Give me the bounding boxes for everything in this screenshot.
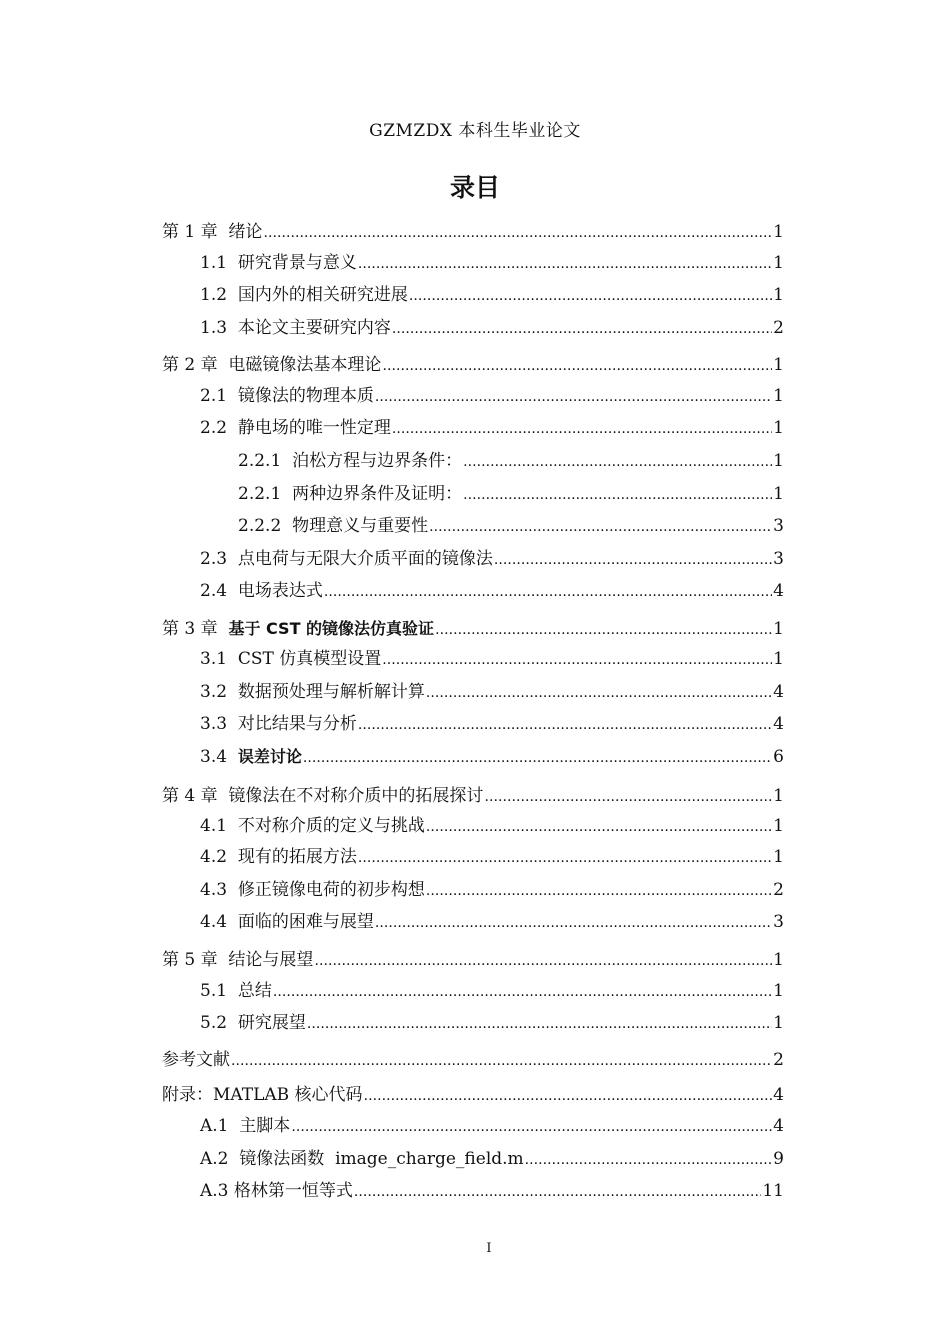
toc-entry[interactable] <box>162 221 784 244</box>
toc-entry-label: 2.4 电场表达式 <box>200 581 323 601</box>
toc-entry-label: 1.3 本论文主要研究内容 <box>200 318 391 338</box>
leader-dots <box>291 1115 772 1138</box>
toc-entry-page: 3 <box>773 516 784 536</box>
toc-entry[interactable] <box>200 746 784 769</box>
toc-entry-page: 3 <box>773 549 784 569</box>
toc-entry-page: 4 <box>773 714 784 734</box>
toc-entry-label: 3.3 对比结果与分析 <box>200 714 357 734</box>
toc-entry-page: 1 <box>773 786 784 806</box>
toc-entry[interactable] <box>238 515 784 538</box>
toc-entry-page: 4 <box>773 682 784 702</box>
toc-entry-label: 2.3 点电荷与无限大介质平面的镜像法 <box>200 549 493 569</box>
toc-entry[interactable] <box>200 1012 784 1035</box>
leader-dots <box>429 515 772 538</box>
toc-entry-label: 2.2.2 物理意义与重要性 <box>238 516 429 536</box>
toc-entry[interactable] <box>200 879 784 902</box>
leader-dots <box>382 354 772 377</box>
toc-entry[interactable] <box>200 317 784 340</box>
toc-entry[interactable] <box>162 1049 784 1072</box>
toc-entry-page: 1 <box>773 847 784 867</box>
toc-entry-page: 4 <box>773 581 784 601</box>
toc-entry-bold-title: 基于 CST 的镜像法仿真验证 <box>228 619 435 638</box>
toc-entry[interactable] <box>200 648 784 671</box>
toc-entry[interactable] <box>200 417 784 440</box>
toc-entry[interactable] <box>200 980 784 1003</box>
leader-dots <box>426 681 772 704</box>
leader-dots <box>494 548 772 571</box>
toc-entry[interactable] <box>200 681 784 704</box>
leader-dots <box>435 618 772 641</box>
toc-entry[interactable] <box>200 548 784 571</box>
toc-title: 录目 <box>449 173 500 202</box>
leader-dots <box>375 385 772 408</box>
toc-entry[interactable] <box>200 1180 784 1203</box>
toc-entry-label: 参考文献 <box>162 1050 230 1070</box>
toc-entry-label: 5.2 研究展望 <box>200 1013 306 1033</box>
leader-dots <box>307 1012 772 1035</box>
leader-dots <box>358 252 772 275</box>
toc-entry-page: 9 <box>773 1149 784 1169</box>
leader-dots <box>314 949 772 972</box>
toc-entry-label: 4.2 现有的拓展方法 <box>200 847 357 867</box>
toc-entry-label: 第 1 章 绪论 <box>162 222 263 242</box>
toc-entry[interactable] <box>162 618 784 641</box>
toc-entry[interactable] <box>238 450 784 473</box>
toc-entry-label: 附录：MATLAB 核心代码 <box>162 1085 363 1105</box>
toc-entry-label <box>162 618 434 640</box>
toc-entry[interactable] <box>238 483 784 506</box>
toc-entry-label: 3.2 数据预处理与解析解计算 <box>200 682 425 702</box>
toc-entry-page: 1 <box>773 386 784 406</box>
page-header: GZMZDX 本科生毕业论文 <box>369 121 581 141</box>
toc-entry[interactable] <box>200 1148 784 1171</box>
toc-entry[interactable] <box>200 1115 784 1138</box>
leader-dots <box>375 911 772 934</box>
toc-entry-page: 11 <box>762 1181 784 1201</box>
toc-entry-label: 3.1 CST 仿真模型设置 <box>200 649 382 669</box>
leader-dots <box>358 713 772 736</box>
toc-entry-label: 1.2 国内外的相关研究进展 <box>200 285 408 305</box>
toc-entry-page: 1 <box>773 619 784 639</box>
toc-entry-label: 2.1 镜像法的物理本质 <box>200 386 374 406</box>
leader-dots <box>324 580 772 603</box>
toc-entry-prefix: 3.4 <box>200 747 238 767</box>
toc-entry-label: A.1 主脚本 <box>200 1116 291 1136</box>
toc-entry-label: 2.2.1 泊松方程与边界条件： <box>238 451 463 471</box>
toc-entry-page: 1 <box>773 222 784 242</box>
leader-dots <box>463 450 772 473</box>
leader-dots <box>354 1180 761 1203</box>
leader-dots <box>358 846 772 869</box>
toc-entry[interactable] <box>200 284 784 307</box>
toc-entry[interactable] <box>200 846 784 869</box>
toc-entry-label: 第 5 章 结论与展望 <box>162 950 314 970</box>
toc-entry[interactable] <box>200 385 784 408</box>
toc-entry-label: 1.1 研究背景与意义 <box>200 253 357 273</box>
toc-entry-page: 1 <box>773 484 784 504</box>
toc-entry-page: 2 <box>773 1050 784 1070</box>
toc-entry-page: 1 <box>773 451 784 471</box>
toc-entry-label: 5.1 总结 <box>200 981 272 1001</box>
toc-entry-page: 1 <box>773 285 784 305</box>
leader-dots <box>525 1148 773 1171</box>
toc-entry-page: 1 <box>773 649 784 669</box>
toc-entry-label: 第 4 章 镜像法在不对称介质中的拓展探讨 <box>162 786 484 806</box>
toc-entry-page: 6 <box>773 747 784 767</box>
leader-dots <box>231 1049 772 1072</box>
toc-entry-label: A.3 格林第一恒等式 <box>200 1181 353 1201</box>
toc-entry-page: 4 <box>773 1116 784 1136</box>
leader-dots <box>392 317 772 340</box>
toc-entry-label: 2.2 静电场的唯一性定理 <box>200 418 391 438</box>
toc-entry-page: 4 <box>773 1085 784 1105</box>
toc-entry-label: 第 2 章 电磁镜像法基本理论 <box>162 355 382 375</box>
toc-entry-label: 4.4 面临的困难与展望 <box>200 912 374 932</box>
toc-entry-page: 1 <box>773 981 784 1001</box>
toc-entry-prefix: 第 3 章 <box>162 619 229 639</box>
toc-entry-label: 4.3 修正镜像电荷的初步构想 <box>200 880 425 900</box>
page-number-footer: I <box>486 1241 492 1256</box>
toc-entry-label <box>200 746 302 768</box>
toc-entry[interactable] <box>200 580 784 603</box>
leader-dots <box>364 1084 773 1107</box>
toc-entry-label: 2.2.1 两种边界条件及证明： <box>238 484 463 504</box>
toc-entry-page: 3 <box>773 912 784 932</box>
toc-entry[interactable] <box>200 713 784 736</box>
toc-entry[interactable] <box>162 354 784 377</box>
leader-dots <box>426 815 772 838</box>
toc-entry[interactable] <box>200 911 784 934</box>
leader-dots <box>426 879 772 902</box>
leader-dots <box>392 417 772 440</box>
leader-dots <box>263 221 772 244</box>
leader-dots <box>273 980 772 1003</box>
toc-entry-page: 1 <box>773 253 784 273</box>
leader-dots <box>463 483 772 506</box>
toc-entry-page: 1 <box>773 816 784 836</box>
toc-entry-bold-title: 误差讨论 <box>237 747 302 766</box>
toc-entry-page: 2 <box>773 880 784 900</box>
toc-entry-page: 1 <box>773 418 784 438</box>
leader-dots <box>484 785 772 808</box>
toc-entry[interactable] <box>200 815 784 838</box>
toc-entry[interactable] <box>200 252 784 275</box>
toc-entry-page: 1 <box>773 950 784 970</box>
toc-entry-page: 2 <box>773 318 784 338</box>
leader-dots <box>382 648 772 671</box>
leader-dots <box>303 746 772 769</box>
toc-entry[interactable] <box>162 785 784 808</box>
toc-entry-label: 4.1 不对称介质的定义与挑战 <box>200 816 425 836</box>
toc-entry[interactable] <box>162 949 784 972</box>
leader-dots <box>409 284 772 307</box>
toc-entry[interactable] <box>162 1084 784 1107</box>
toc-entry-label: A.2 镜像法函数 image_charge_field.m <box>200 1149 524 1169</box>
toc-entry-page: 1 <box>773 1013 784 1033</box>
toc-entry-page: 1 <box>773 355 784 375</box>
